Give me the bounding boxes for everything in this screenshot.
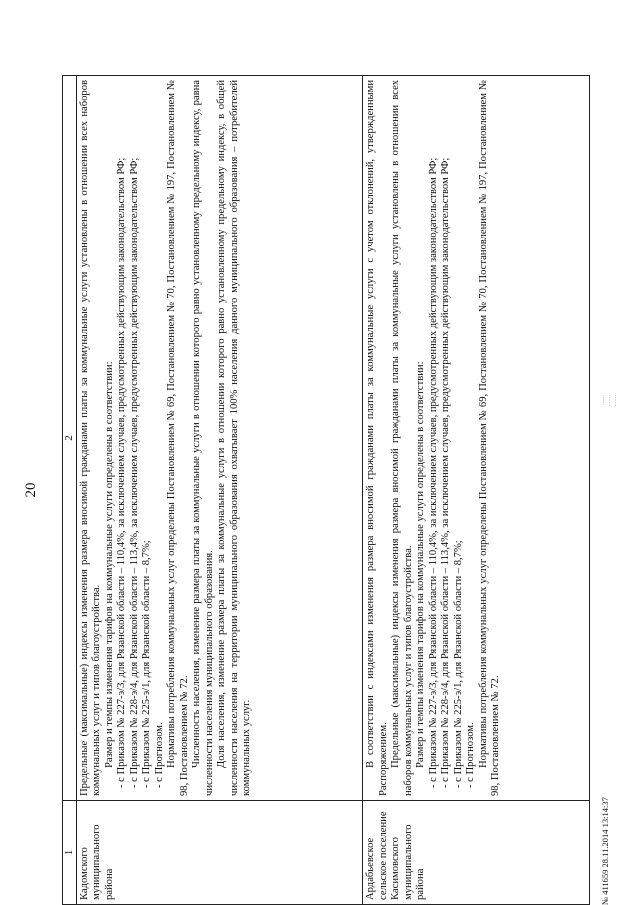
- description-paragraph: - с Приказом № 228-э/4, для Рязанской области – 113,4%, за исключением случаев, предусмотренных действующим законодательством РФ;: [128, 157, 140, 788]
- page-number: 20: [23, 482, 39, 498]
- description-paragraph: Нормативы потребления коммунальных услуг определены Постановлением № 69, Постановлением № 70, Постановлением № 197, Постановлением № 98, Постановлением № 72.: [166, 80, 190, 796]
- description-paragraph: - с Прогнозом.: [153, 722, 165, 788]
- description-paragraph: Предельные (максимальные) индексы изменения размера вносимой гражданами платы за коммунальные услуги установлены в отношении всех наборов коммунальных услуг и типов благоустройства.: [390, 80, 414, 796]
- column-header-2: 2: [63, 76, 77, 801]
- description-cell: [76, 76, 362, 801]
- scan-mark: ······ ······· ·······: [602, 395, 619, 407]
- registration-stamp: № 411659 28.11.2014 13:14:37: [600, 797, 610, 905]
- description-paragraph: - с Приказом № 227-э/3, для Рязанской области – 110,4%, за исключением случаев, предусмотренных действующим законодательством РФ;: [427, 157, 439, 788]
- description-paragraph: В соответствии с индексами изменения размера вносимой гражданами платы за коммунальные услуги с учетом отклонений, утвержденными Распоряжением.: [365, 80, 389, 796]
- description-paragraph: Доля населения, изменение размера платы за коммунальные услуги в отношении которого равно установленному предельному индексу, в общей численности населения на территории муниципального образования охватывает 100% населения данного муниципального образования – потребителей коммунальных услуг.: [216, 80, 253, 796]
- municipality-name-cell: Ардабьевское сельское поселение Касимовского муниципального района: [363, 801, 590, 905]
- description-paragraph: - с Приказом № 225-э/1, для Рязанской области – 8,7%;: [452, 540, 464, 788]
- table-row: [76, 76, 362, 905]
- description-paragraph: - с Прогнозом.: [465, 722, 477, 788]
- column-header-1: 1: [63, 801, 77, 905]
- description-paragraph: - с Приказом № 228-э/4, для Рязанской области – 113,4%, за исключением случаев, предусмотренных действующим законодательством РФ;: [440, 157, 452, 788]
- data-table: [62, 75, 590, 905]
- description-paragraph: Размер и темпы изменения тарифов на коммунальные услуги определены в соответствии:: [415, 361, 427, 768]
- description-cell: [363, 76, 590, 801]
- municipality-name-cell: Кадомского муниципального района: [76, 801, 362, 905]
- description-paragraph: Размер и темпы изменения тарифов на коммунальные услуги определены в соответствии:: [103, 361, 115, 768]
- table-header-row: [63, 76, 77, 905]
- description-paragraph: Нормативы потребления коммунальных услуг определены Постановлением № 69, Постановлением № 70, Постановлением № 197, Постановлением № 98, Постановлением № 72.: [477, 80, 502, 796]
- description-paragraph: Численность населения, изменение размера платы за коммунальные услуги в отношении которого равно установленному предельному индексу, равна численности населения муниципального образования.: [191, 80, 215, 796]
- rotated-page: [23, 75, 619, 905]
- table-row: [363, 76, 590, 905]
- description-paragraph: - с Приказом № 227-э/3, для Рязанской области – 110,4%, за исключением случаев, предусмотренных действующим законодательством РФ;: [116, 157, 128, 788]
- description-paragraph: - с Приказом № 225-э/1, для Рязанской области – 8,7%;: [141, 540, 153, 788]
- description-paragraph: Предельные (максимальные) индексы изменения размера вносимой гражданами платы за коммунальные услуги установлены в отношении всех наборов коммунальных услуг и типов благоустройства.: [78, 80, 103, 796]
